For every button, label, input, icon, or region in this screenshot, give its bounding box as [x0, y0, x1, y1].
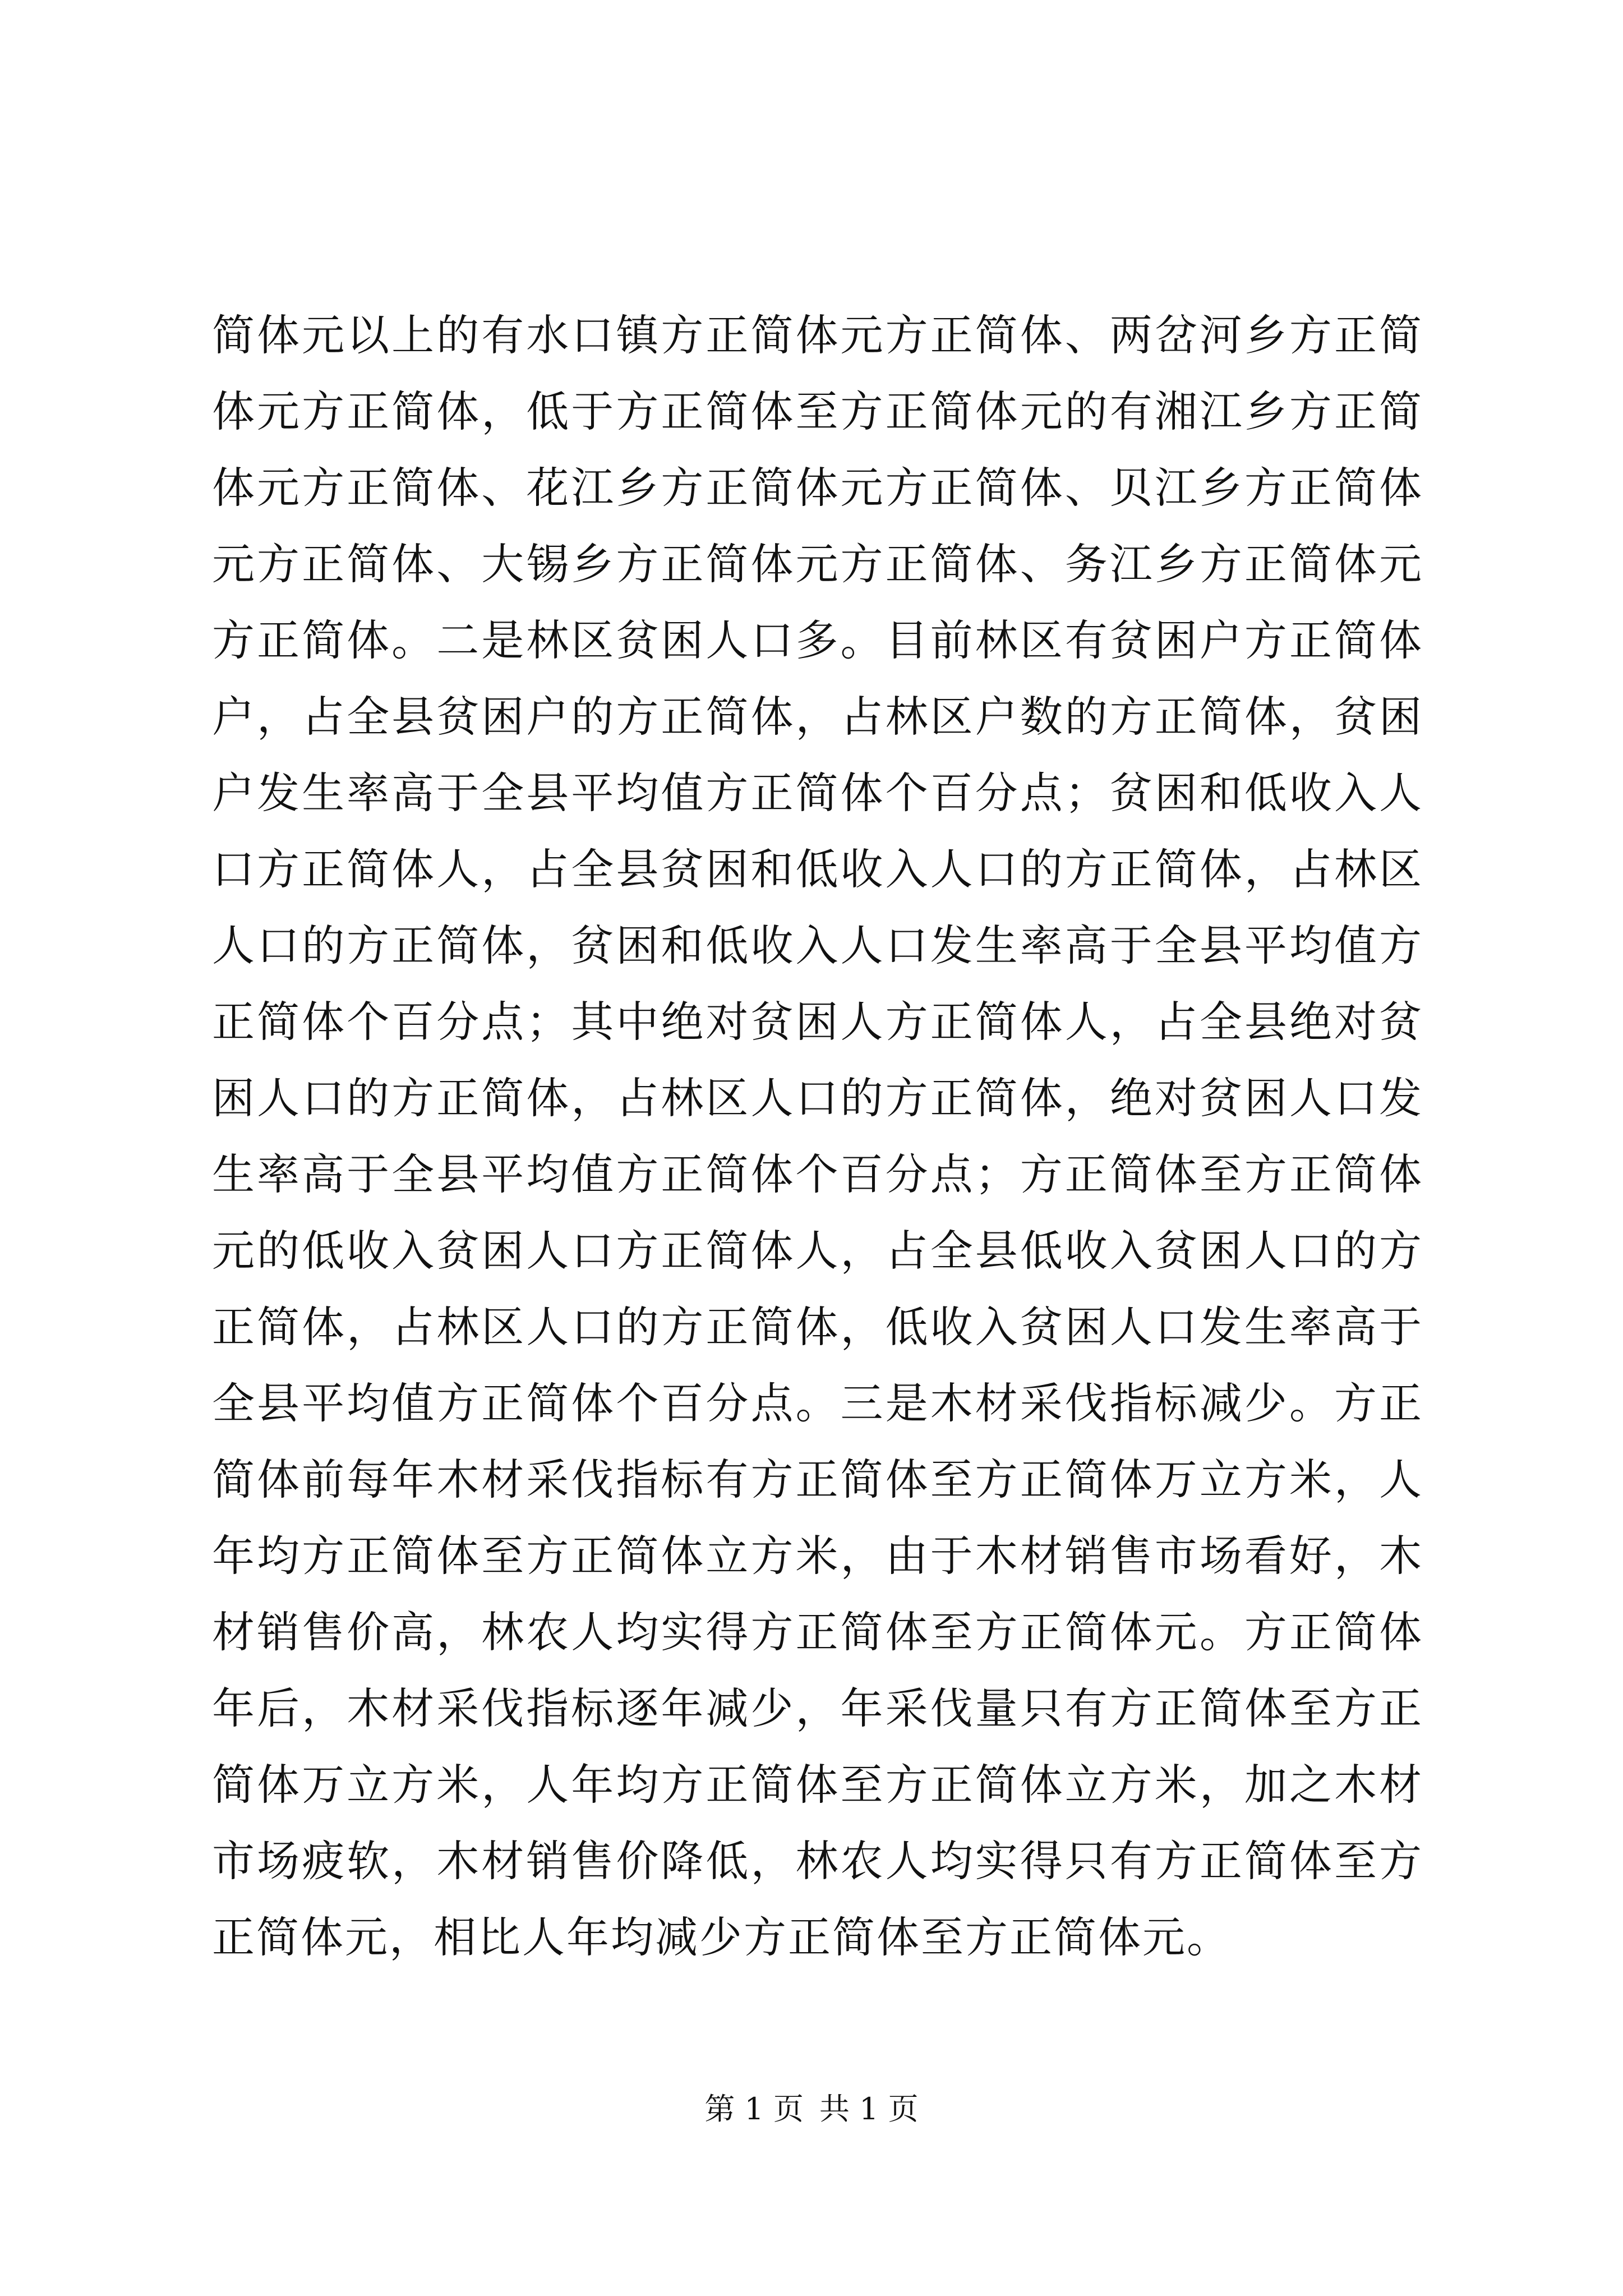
page-footer	[0, 2090, 1623, 2129]
page-number: 第 1 页	[704, 2091, 804, 2127]
page-total: 共 1 页	[819, 2091, 919, 2127]
body-paragraph: 简体元以上的有水口镇方正简体元方正简体、两岔河乡方正简体元方正简体，低于方正简体至方正简体元的有湘江乡方正简体元方正简体、花江乡方正简体元方正简体、贝江乡方正简体元方正简体、大锡乡方正简体元方正简体、务江乡方正简体元方正简体。二是林区贫困人口多。目前林区有贫困户方正简体户，占全县贫困户的方正简体，占林区户数的方正简体，贫困户发生率高于全县平均值方正简体个百分点；贫困和低收入人口方正简体人，占全县贫困和低收入人口的方正简体，占林区人口的方正简体，贫困和低收入人口发生率高于全县平均值方正简体个百分点；其中绝对贫困人方正简体人，占全县绝对贫困人口的方正简体，占林区人口的方正简体，绝对贫困人口发生率高于全县平均值方正简体个百分点；方正简体至方正简体元的低收入贫困人口方正简体人，占全县低收入贫困人口的方正简体，占林区人口的方正简体，低收入贫困人口发生率高于全县平均值方正简体个百分点。三是木材采伐指标减少。方正简体前每年木材采伐指标有方正简体至方正简体万立方米，人年均方正简体至方正简体立方米，由于木材销售市场看好，木材销售价高，林农人均实得方正简体至方正简体元。方正简体年后，木材采伐指标逐年减少，年采伐量只有方正简体至方正简体万立方米，人年均方正简体至方正简体立方米，加之木材市场疲软，木材销售价降低，林农人均实得只有方正简体至方正简体元，相比人年均减少方正简体至方正简体元。	[212, 310, 1423, 1962]
